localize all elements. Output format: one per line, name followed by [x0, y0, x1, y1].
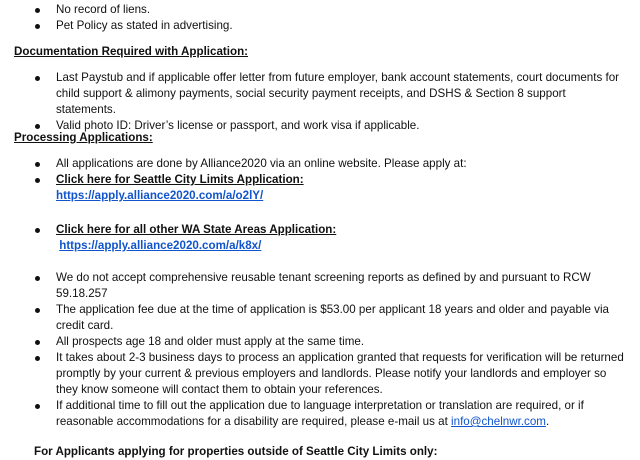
list-item: [0, 172, 640, 204]
list-item: All applications are done by Alliance2020 via an online website. Please apply at:: [0, 156, 640, 172]
list-item: Valid photo ID: Driver’s license or passport, and work visa if applicable.: [0, 118, 640, 134]
bullet-icon: [35, 404, 40, 409]
bullet-icon: [35, 308, 40, 313]
seattle-application-label: Click here for Seattle City Limits Application:: [56, 173, 304, 186]
list-item: The application fee due at the time of application is $53.00 per applicant 18 years and older and payable via credit card.: [0, 302, 640, 334]
email-link[interactable]: info@chelnwr.com: [451, 415, 546, 428]
wa-application-link[interactable]: https://apply.alliance2020.com/a/k8x/: [59, 239, 262, 252]
documentation-list: [0, 70, 640, 134]
list-item: No record of liens.: [0, 2, 640, 18]
bullet-icon: [35, 76, 40, 81]
bullet-icon: [35, 124, 40, 129]
processing-heading: Processing Applications:: [14, 131, 153, 144]
bullet-icon: [35, 340, 40, 345]
bullet-icon: [35, 276, 40, 281]
bullet-icon: [35, 162, 40, 167]
processing-links-list: [0, 156, 640, 204]
processing-rules-list: [0, 270, 640, 430]
documentation-heading: Documentation Required with Application:: [14, 45, 249, 58]
list-item: Pet Policy as stated in advertising.: [0, 18, 640, 34]
wa-links-list: [0, 222, 640, 254]
list-item: We do not accept comprehensive reusable tenant screening reports as defined by and pursuant to RCW 59.18.257: [0, 270, 640, 302]
list-item: Last Paystub and if applicable offer letter from future employer, bank account statements, court documents for child support & alimony payments, social security payment receipts, and DSHS & Section 8 support statements.: [0, 70, 640, 118]
bullet-icon: [35, 178, 40, 183]
list-item: If additional time to fill out the application due to language interpretation or translation are required, or if reasonable accommodations for a disability are required, please e-mail us at info@chelnwr.com.: [0, 398, 640, 430]
list-item: All prospects age 18 and older must apply at the same time.: [0, 334, 640, 350]
bullet-icon: [35, 24, 40, 29]
outside-seattle-heading: For Applicants applying for properties outside of Seattle City Limits only:: [34, 445, 438, 458]
top-list: [0, 2, 640, 34]
bullet-icon: [35, 228, 40, 233]
list-item: [0, 222, 640, 254]
bullet-icon: [35, 356, 40, 361]
wa-application-label: Click here for all other WA State Areas Application:: [56, 223, 337, 236]
seattle-application-link[interactable]: https://apply.alliance2020.com/a/o2lY/: [56, 189, 264, 202]
list-item: It takes about 2-3 business days to process an application granted that requests for verification will be returned promptly by your current & previous employers and landlords. Please notify your landlords and employer so they know someone will contact them to obtain your references.: [0, 350, 640, 398]
bullet-icon: [35, 8, 40, 13]
